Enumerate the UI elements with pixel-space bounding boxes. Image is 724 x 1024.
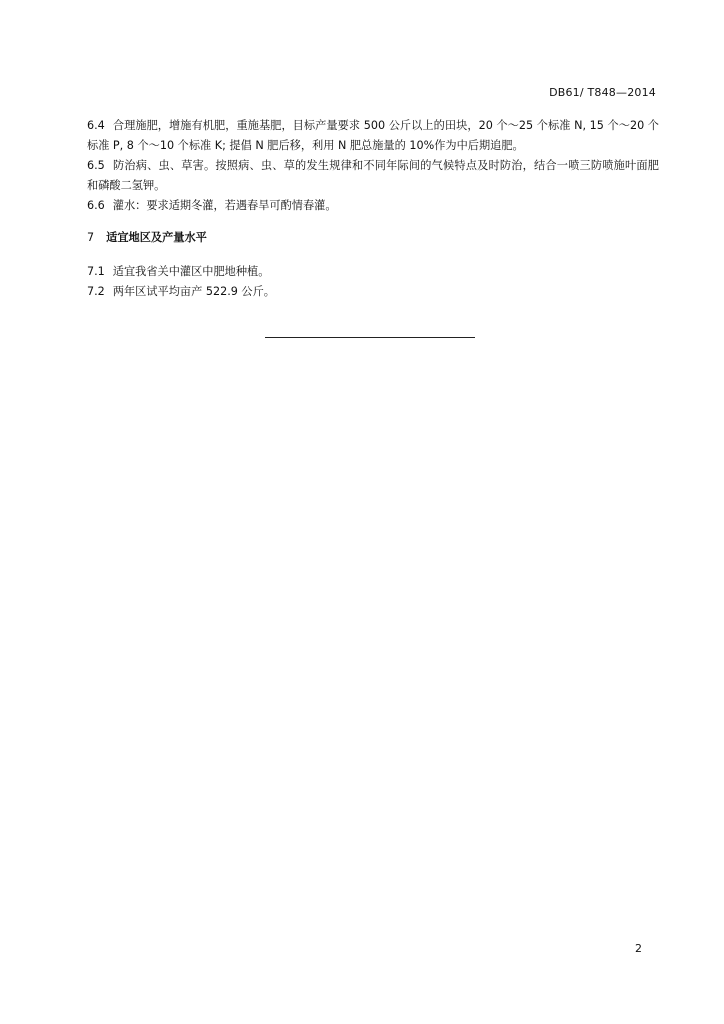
clause-7-1: [87, 262, 659, 282]
clause-text: 两年区试平均亩产 522.9 公斤。: [112, 285, 275, 298]
page-number: 2: [635, 942, 642, 955]
clause-6-6: [87, 196, 659, 216]
clause-text: 防治病、虫、草害。按照病、虫、草的发生规律和不同年际间的气候特点及时防治，结合一喷三防喷施叶面肥和磷酸二氢钾。: [87, 159, 659, 192]
section-7-heading: [87, 228, 659, 248]
clause-number: 6.6: [87, 199, 105, 212]
clause-7-2: [87, 282, 659, 302]
standard-code: DB61/ T848—2014: [549, 86, 656, 99]
end-of-document-rule: [265, 337, 475, 338]
clause-text: 灌水：要求适期冬灌，若遇春旱可酌情春灌。: [112, 199, 337, 212]
clause-number: 7.2: [87, 285, 105, 298]
clause-number: 7.1: [87, 265, 105, 278]
clause-number: 6.4: [87, 119, 105, 132]
clause-number: 6.5: [87, 159, 105, 172]
clause-6-4: [87, 116, 659, 156]
clause-text: 适宜我省关中灌区中肥地种植。: [112, 265, 270, 278]
document-body: [87, 116, 659, 302]
section-number: 7: [87, 231, 95, 244]
clause-text: 合理施肥，增施有机肥，重施基肥，目标产量要求 500 公斤以上的田块，20 个～25 个标准 N, 15 个～20 个标准 P, 8 个～10 个标准 K; 提倡 N 肥后移，利用 N 肥总施量的 10%作为中后期追肥。: [87, 119, 659, 152]
clause-6-5: [87, 156, 659, 196]
section-title: 适宜地区及产量水平: [106, 231, 207, 244]
